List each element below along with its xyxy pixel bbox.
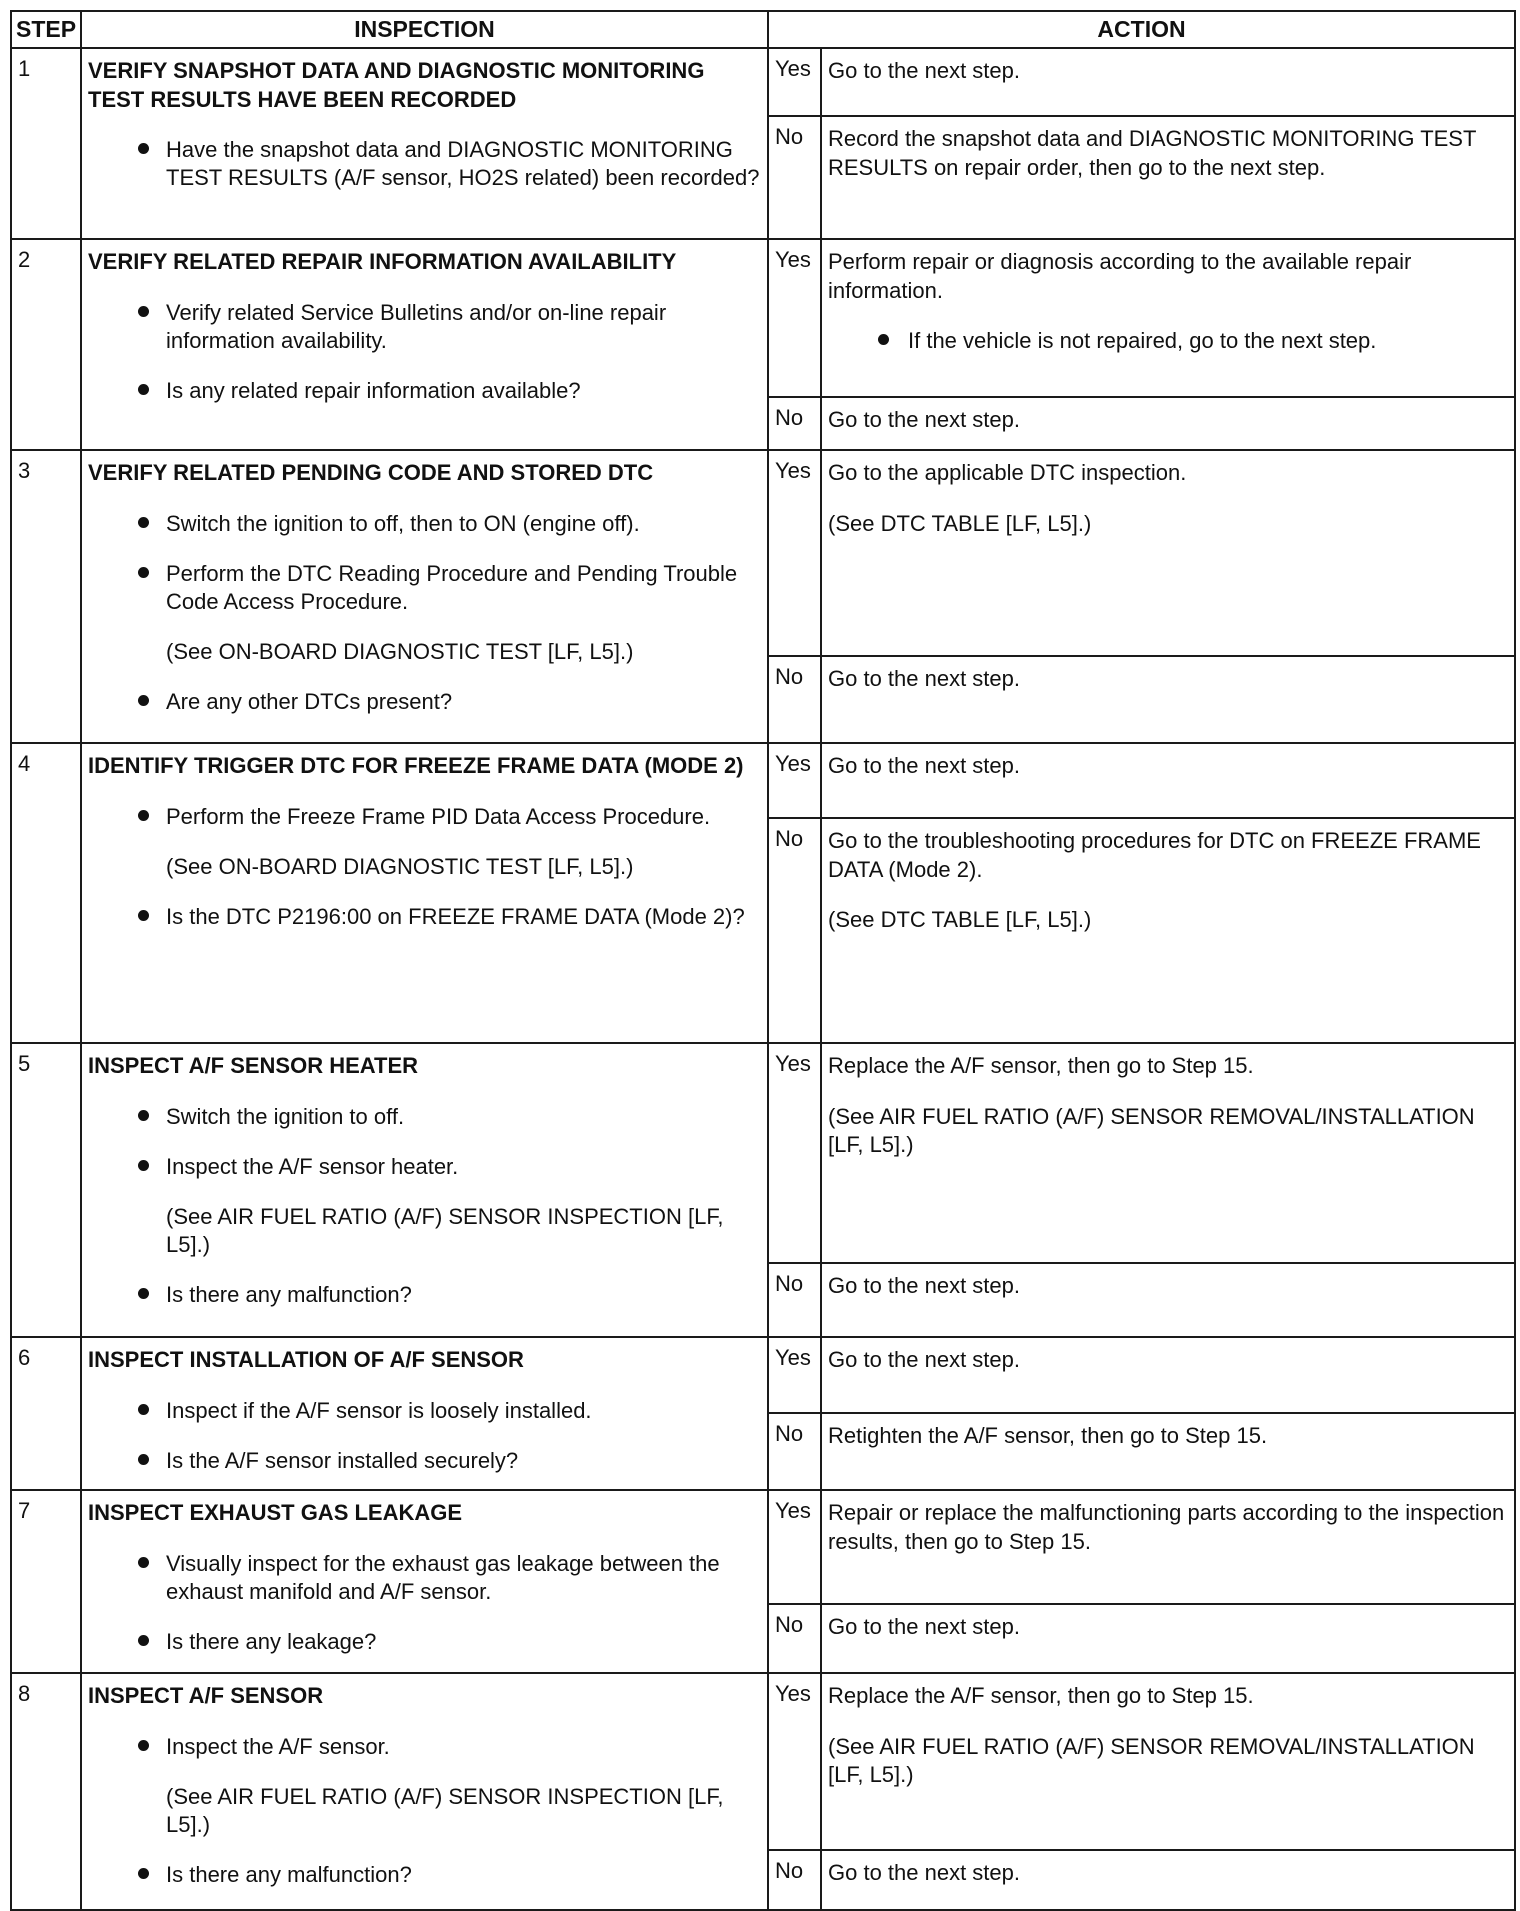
reference-text: (See AIR FUEL RATIO (A/F) SENSOR INSPECTION [LF, L5].) <box>166 1203 724 1258</box>
action-text: Go to the applicable DTC inspection. <box>828 460 1187 486</box>
step-title: IDENTIFY TRIGGER DTC FOR FREEZE FRAME DATA (MODE 2) <box>88 753 744 779</box>
step-number: 4 <box>11 743 81 1043</box>
bullet-icon <box>138 143 149 154</box>
bullet-text: Are any other DTCs present? <box>166 689 453 715</box>
yes-action <box>821 450 1515 656</box>
step-1-row <box>11 48 1515 116</box>
bullet-text: Have the snapshot data and DIAGNOSTIC MONITORING TEST RESULTS (A/F sensor, HO2S related) been recorded? <box>166 136 760 190</box>
no-label: No <box>768 818 821 1043</box>
inspection-bullet <box>88 560 762 616</box>
header-step: STEP <box>11 11 81 48</box>
bullet-text: Inspect the A/F sensor heater. <box>166 1153 459 1179</box>
step-number: 1 <box>11 48 81 239</box>
action-text: Replace the A/F sensor, then go to Step 15. <box>828 1683 1254 1709</box>
no-label: No <box>768 1413 821 1490</box>
inspection-bullet <box>88 1550 762 1606</box>
no-action <box>821 1604 1515 1673</box>
step-number: 7 <box>11 1490 81 1673</box>
yes-action <box>821 1043 1515 1263</box>
reference-text: (See ON-BOARD DIAGNOSTIC TEST [LF, L5].) <box>166 853 634 879</box>
inspection-bullet <box>88 1397 762 1425</box>
step-number: 5 <box>11 1043 81 1337</box>
yes-action <box>821 743 1515 818</box>
step-inspection <box>81 1490 768 1673</box>
step-number: 6 <box>11 1337 81 1490</box>
yes-action <box>821 1673 1515 1850</box>
inspection-bullet <box>88 377 762 405</box>
action-bullet <box>828 327 1509 355</box>
step-7-row <box>11 1490 1515 1604</box>
header-inspection: INSPECTION <box>81 11 768 48</box>
yes-action <box>821 1490 1515 1604</box>
step-title: INSPECT EXHAUST GAS LEAKAGE <box>88 1500 463 1526</box>
action-text: Replace the A/F sensor, then go to Step 15. <box>828 1053 1254 1079</box>
bullet-text: Perform the Freeze Frame PID Data Access Procedure. <box>166 803 711 829</box>
yes-label: Yes <box>768 1337 821 1413</box>
step-6-row <box>11 1337 1515 1413</box>
inspection-bullet <box>88 136 762 192</box>
inspection-bullet <box>88 1103 762 1131</box>
step-inspection <box>81 450 768 743</box>
bullet-icon <box>138 910 149 921</box>
bullet-icon <box>138 1404 149 1415</box>
bullet-icon <box>138 1868 149 1879</box>
inspection-bullet <box>88 903 762 931</box>
bullet-icon <box>138 1740 149 1751</box>
step-4-row <box>11 743 1515 818</box>
inspection-bullet <box>88 299 762 355</box>
bullet-text: Perform the DTC Reading Procedure and Pending Trouble Code Access Procedure. <box>166 560 738 614</box>
step-5-row <box>11 1043 1515 1263</box>
header-action: ACTION <box>768 11 1515 48</box>
step-inspection <box>81 743 768 1043</box>
yes-label: Yes <box>768 239 821 397</box>
action-text: Go to the next step. <box>828 1614 1021 1640</box>
no-label: No <box>768 1604 821 1673</box>
step-8-row <box>11 1673 1515 1850</box>
step-title: INSPECT INSTALLATION OF A/F SENSOR <box>88 1347 524 1373</box>
inspection-bullet <box>88 1733 762 1761</box>
inspection-bullet <box>88 803 762 831</box>
yes-label: Yes <box>768 450 821 656</box>
bullet-icon <box>138 567 149 578</box>
bullet-icon <box>138 1454 149 1465</box>
reference-text: (See AIR FUEL RATIO (A/F) SENSOR REMOVAL/INSTALLATION [LF, L5].) <box>828 1733 1475 1787</box>
bullet-text: Inspect if the A/F sensor is loosely installed. <box>166 1397 592 1423</box>
action-text: Go to the next step. <box>828 1273 1021 1299</box>
no-action <box>821 818 1515 1043</box>
bullet-icon <box>138 695 149 706</box>
bullet-text: Is there any malfunction? <box>166 1282 412 1308</box>
yes-action <box>821 1337 1515 1413</box>
step-inspection <box>81 1673 768 1910</box>
no-action <box>821 116 1515 239</box>
step-title: VERIFY RELATED PENDING CODE AND STORED DTC <box>88 460 654 486</box>
bullet-text: Switch the ignition to off, then to ON (engine off). <box>166 510 640 536</box>
inspection-bullet <box>88 510 762 538</box>
bullet-icon <box>878 334 889 345</box>
bullet-icon <box>138 517 149 528</box>
bullet-text: Is there any leakage? <box>166 1628 377 1654</box>
no-label: No <box>768 116 821 239</box>
no-label: No <box>768 1850 821 1910</box>
step-inspection <box>81 48 768 239</box>
reference-text: (See DTC TABLE [LF, L5].) <box>828 906 1092 932</box>
action-text: Go to the next step. <box>828 1860 1021 1886</box>
inspection-bullet <box>88 1153 762 1181</box>
step-number: 2 <box>11 239 81 450</box>
inspection-bullet <box>88 1447 762 1475</box>
no-label: No <box>768 656 821 743</box>
yes-label: Yes <box>768 48 821 116</box>
step-number: 3 <box>11 450 81 743</box>
bullet-text: Verify related Service Bulletins and/or on-line repair information availability. <box>166 299 667 353</box>
no-label: No <box>768 1263 821 1337</box>
bullet-icon <box>138 1110 149 1121</box>
yes-label: Yes <box>768 1490 821 1604</box>
action-text: Perform repair or diagnosis according to the available repair information. <box>828 249 1412 303</box>
reference-text: (See ON-BOARD DIAGNOSTIC TEST [LF, L5].) <box>166 639 634 665</box>
bullet-text: Is the A/F sensor installed securely? <box>166 1447 519 1473</box>
step-title: INSPECT A/F SENSOR HEATER <box>88 1053 419 1079</box>
yes-action <box>821 48 1515 116</box>
no-action <box>821 397 1515 450</box>
step-number: 8 <box>11 1673 81 1910</box>
bullet-text: If the vehicle is not repaired, go to the next step. <box>908 327 1377 353</box>
no-action <box>821 656 1515 743</box>
bullet-text: Is there any malfunction? <box>166 1862 412 1888</box>
bullet-text: Is any related repair information available? <box>166 377 581 403</box>
bullet-icon <box>138 1635 149 1646</box>
action-text: Go to the next step. <box>828 407 1021 433</box>
inspection-bullet <box>88 1861 762 1889</box>
reference-text: (See AIR FUEL RATIO (A/F) SENSOR INSPECTION [LF, L5].) <box>166 1783 724 1837</box>
action-text: Record the snapshot data and DIAGNOSTIC MONITORING TEST RESULTS on repair order, then go to the next step. <box>828 126 1477 180</box>
bullet-icon <box>138 1288 149 1299</box>
yes-label: Yes <box>768 1673 821 1850</box>
inspection-bullet <box>88 1628 762 1656</box>
no-action <box>821 1413 1515 1490</box>
bullet-icon <box>138 1557 149 1568</box>
table-header-row <box>11 11 1515 48</box>
action-text: Go to the troubleshooting procedures for DTC on FREEZE FRAME DATA (Mode 2). <box>828 828 1481 882</box>
bullet-text: Switch the ignition to off. <box>166 1103 405 1129</box>
bullet-icon <box>138 384 149 395</box>
yes-action <box>821 239 1515 397</box>
bullet-text: Visually inspect for the exhaust gas leakage between the exhaust manifold and A/F sensor. <box>166 1550 720 1604</box>
step-inspection <box>81 239 768 450</box>
bullet-text: Is the DTC P2196:00 on FREEZE FRAME DATA (Mode 2)? <box>166 903 745 929</box>
action-text: Repair or replace the malfunctioning parts according to the inspection results, then go to Step 15. <box>828 1500 1505 1554</box>
bullet-icon <box>138 810 149 821</box>
step-title: INSPECT A/F SENSOR <box>88 1683 324 1709</box>
no-label: No <box>768 397 821 450</box>
reference-text: (See DTC TABLE [LF, L5].) <box>828 510 1092 536</box>
step-title: VERIFY SNAPSHOT DATA AND DIAGNOSTIC MONITORING TEST RESULTS HAVE BEEN RECORDED <box>88 58 705 112</box>
action-text: Go to the next step. <box>828 666 1021 692</box>
action-text: Retighten the A/F sensor, then go to Step 15. <box>828 1423 1268 1449</box>
action-text: Go to the next step. <box>828 58 1021 84</box>
action-text: Go to the next step. <box>828 753 1021 779</box>
step-title: VERIFY RELATED REPAIR INFORMATION AVAILABILITY <box>88 249 677 275</box>
step-2-row <box>11 239 1515 397</box>
no-action <box>821 1263 1515 1337</box>
bullet-icon <box>138 1160 149 1171</box>
yes-label: Yes <box>768 743 821 818</box>
yes-label: Yes <box>768 1043 821 1263</box>
step-inspection <box>81 1043 768 1337</box>
inspection-bullet <box>88 1281 762 1309</box>
inspection-bullet <box>88 688 762 716</box>
bullet-icon <box>138 306 149 317</box>
diagnostic-procedure-table <box>10 10 1516 1911</box>
no-action <box>821 1850 1515 1910</box>
action-text: Go to the next step. <box>828 1347 1021 1373</box>
bullet-text: Inspect the A/F sensor. <box>166 1733 390 1759</box>
reference-text: (See AIR FUEL RATIO (A/F) SENSOR REMOVAL/INSTALLATION [LF, L5].) <box>828 1103 1475 1157</box>
step-3-row <box>11 450 1515 656</box>
step-inspection <box>81 1337 768 1490</box>
